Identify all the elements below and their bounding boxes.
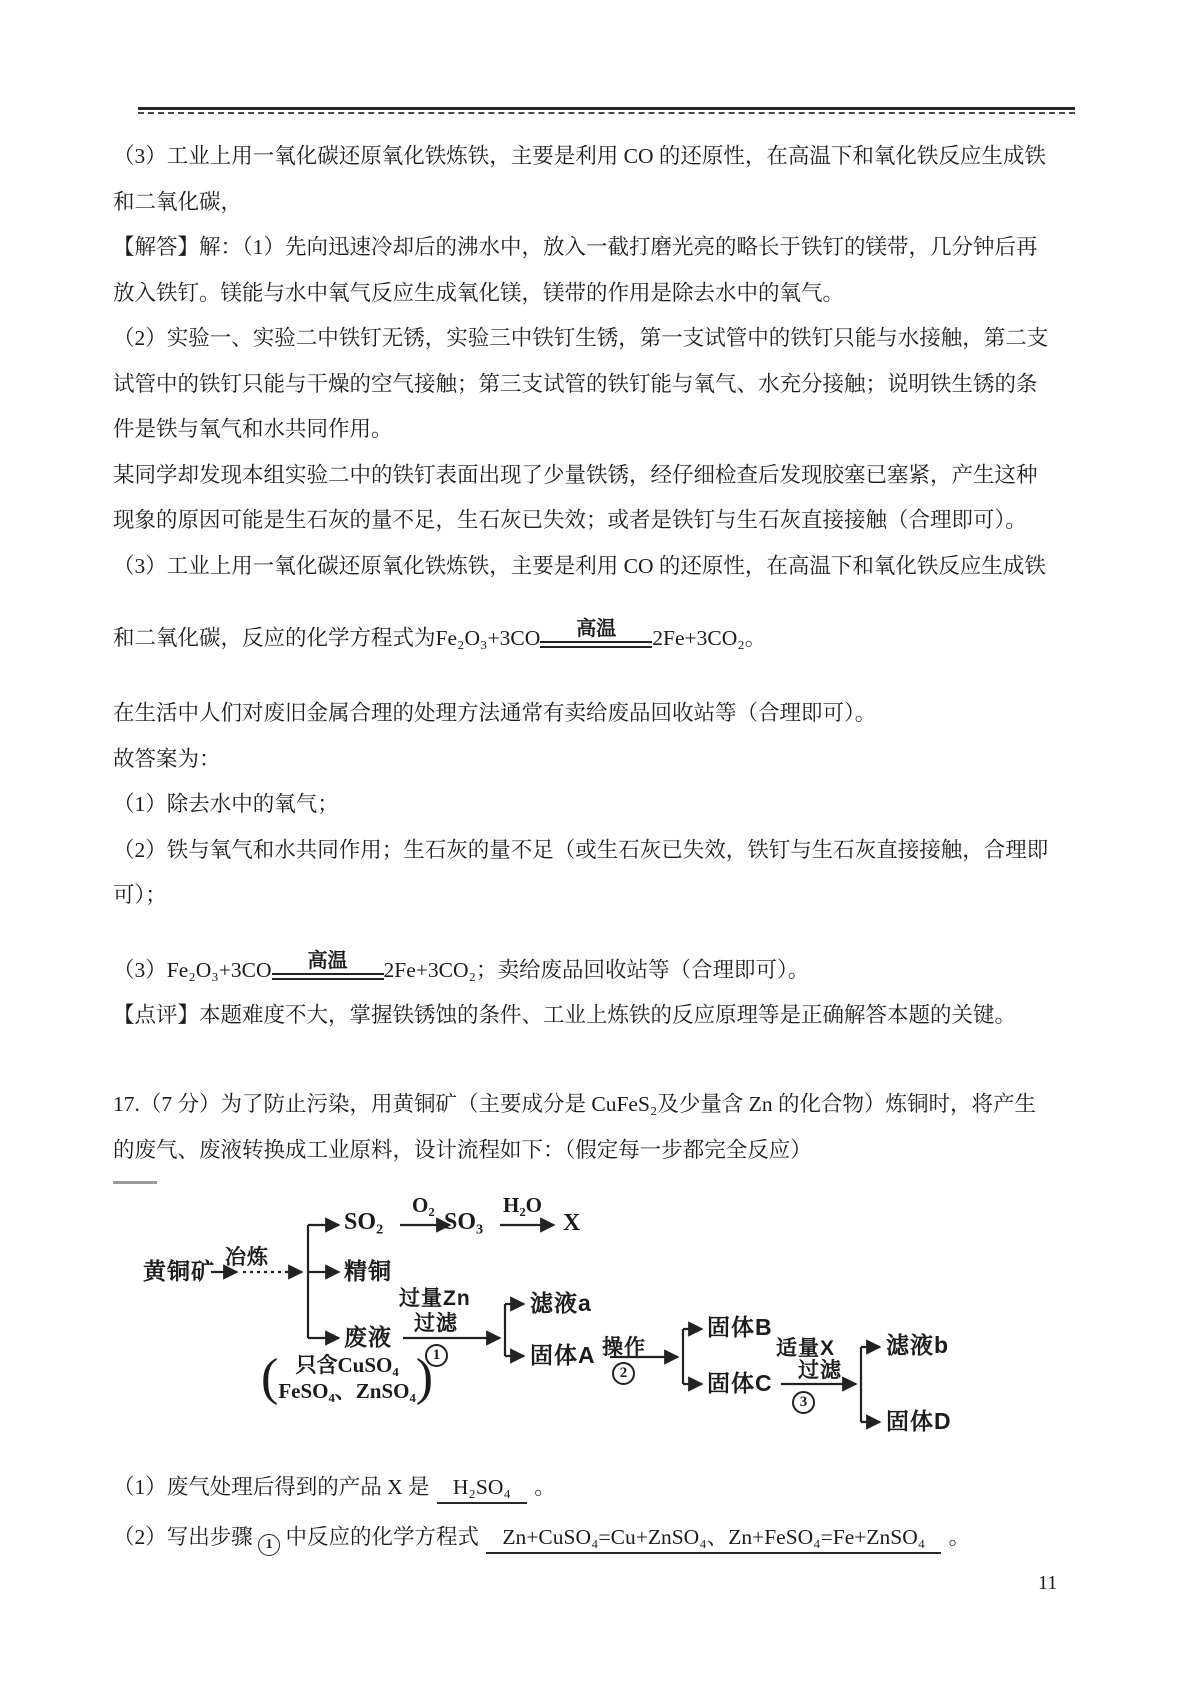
solution-line: 件是铁与氧气和水共同作用。 (113, 417, 393, 441)
diagram-node-solid-c: 固体C (707, 1370, 773, 1396)
solution-line: 放入铁钉。镁能与水中氧气反应生成氧化镁，镁带的作用是除去水中的氧气。 (113, 280, 845, 305)
equation-left: Fe₂O₃+3CO (166, 957, 272, 982)
solution-line: 在生活中人们对废旧金属合理的处理方法通常有卖给废品回收站等（合理即可）。 (113, 701, 877, 725)
q1-prefix: （1）废气处理后得到的产品 X 是 (113, 1475, 430, 1499)
filter2-branch-bracket (861, 1347, 880, 1422)
step1-circled-number: 1 (425, 1344, 448, 1367)
waste-note-line1: 只含CuSO₄ (295, 1353, 399, 1377)
question-line: 17.（7 分）为了防止污染，用黄铜矿（主要成分是 CuFeS₂及少量含 Zn 的化合物）炼铜时，将产生 (113, 1092, 1037, 1116)
diagram-label-amount-x: 适量X (776, 1337, 836, 1360)
step3-circled-number: 3 (792, 1391, 815, 1414)
step2-circled-number: 2 (612, 1362, 635, 1385)
waste-composition-note (261, 1349, 434, 1406)
equation-left: Fe₂O₃+3CO (435, 626, 541, 650)
diagram-label-o2: O₂ (412, 1193, 435, 1217)
diagram-node-x: X (563, 1210, 581, 1236)
chemical-equation (113, 921, 1098, 987)
sub-question-2 (113, 1514, 1098, 1560)
solution-line: 和二氧化碳， (113, 189, 243, 214)
q1-suffix: 。 (534, 1475, 556, 1499)
diagram-label-operation: 操作 (602, 1336, 646, 1359)
diagram-node-ore: 黄铜矿 (143, 1258, 215, 1284)
solution-line: 试管中的铁钉只能与干燥的空气接触；第三支试管的铁钉能与氧气、水充分接触；说明铁生锈的条 (113, 371, 1038, 396)
diagram-node-solid-d: 固体D (886, 1408, 952, 1434)
condition-label: 高温 (307, 949, 348, 972)
q2-suffix: 。 (948, 1525, 971, 1549)
double-line (540, 641, 652, 648)
diagram-label-h2o: H₂O (503, 1193, 542, 1217)
diagram-node-filtrate-a: 滤液a (530, 1290, 592, 1316)
smelter-branch-bracket (308, 1225, 339, 1338)
answer-blank: Zn+CuSO₄=Cu+ZnSO₄、Zn+FeSO₄=Fe+ZnSO₄ (486, 1525, 941, 1554)
operation-branch-bracket (683, 1329, 702, 1384)
page-number: 11 (1038, 1572, 1058, 1594)
page-content (113, 130, 1098, 1560)
solution-line: 现象的原因可能是生石灰的量不足，生石灰已失效；或者是铁钉与生石灰直接接触（合理即可）。 (113, 508, 1027, 532)
equation-right: 2Fe+3CO₂；卖给废品回收站等（合理即可）。 (383, 957, 810, 982)
equation-prefix: （3） (113, 957, 167, 982)
diagram-node-solid-b: 固体B (707, 1314, 773, 1340)
diagram-node-copper: 精铜 (344, 1258, 392, 1284)
condition-label: 高温 (576, 618, 617, 640)
big-paren-left: ( (261, 1349, 279, 1406)
question-line: 的废气、废液转换成工业原料，设计流程如下：（假定每一步都完全反应） (113, 1137, 812, 1162)
answer-blank: H₂SO₄ (437, 1475, 527, 1504)
solution-line: （3）工业上用一氧化碳还原氧化铁炼铁，主要是利用 CO 的还原性，在高温下和氧化铁反应生成铁 (113, 144, 1046, 168)
solution-line: 故答案为： (113, 746, 221, 771)
q2-prefix: （2）写出步骤 (113, 1525, 253, 1549)
filter1-branch-bracket (505, 1304, 524, 1356)
diagram-label-smelt: 冶炼 (225, 1246, 269, 1269)
reaction-condition (540, 618, 652, 648)
equation-right: 2Fe+3CO₂。 (652, 626, 767, 650)
solution-line: 可）； (113, 883, 167, 907)
q2-prefix2: 中反应的化学方程式 (285, 1525, 480, 1549)
chemical-equation (113, 589, 1098, 655)
solution-line: 某同学却发现本组实验二中的铁钉表面出现了少量铁锈，经仔细检查后发现胶塞已塞紧，产生这种 (113, 462, 1038, 487)
equation-prefix: 和二氧化碳，反应的化学方程式为 (113, 626, 436, 650)
diagram-node-filtrate-b: 滤液b (886, 1332, 950, 1358)
solution-line: （1）除去水中的氧气； (113, 792, 339, 816)
dash-marker (113, 1181, 157, 1184)
comment-line: 【点评】本题难度不大，掌握铁锈蚀的条件、工业上炼铁的反应原理等是正确解答本题的关键。 (113, 1002, 1017, 1027)
solution-line: 【解答】解：（1）先向迅速冷却后的沸水中，放入一截打磨光亮的略长于铁钉的镁带，几分钟后再 (113, 235, 1038, 259)
process-flow-diagram (113, 1192, 1013, 1458)
solution-line: （2）铁与氧气和水共同作用；生石灰的量不足（或生石灰已失效，铁钉与生石灰直接接触，合理即 (113, 837, 1049, 862)
diagram-label-filter1: 过滤 (414, 1312, 458, 1335)
diagram-node-so3: SO₃ (444, 1209, 484, 1235)
big-paren-right: ) (415, 1349, 434, 1406)
waste-note-line2: FeSO₄、ZnSO₄ (278, 1379, 416, 1403)
step1-circled-number-inline: 1 (258, 1534, 280, 1556)
solution-line: （3）工业上用一氧化碳还原氧化铁炼铁，主要是利用 CO 的还原性，在高温下和氧化铁反应生成铁 (113, 553, 1046, 578)
page-top-rule (138, 107, 1075, 114)
diagram-label-filter2: 过滤 (798, 1359, 842, 1382)
sub-question-1 (113, 1464, 1098, 1510)
diagram-node-solid-a: 固体A (530, 1342, 596, 1368)
double-line (272, 973, 384, 980)
diagram-label-excess-zn: 过量Zn (399, 1287, 471, 1310)
reaction-condition (272, 950, 384, 980)
diagram-node-waste: 废液 (344, 1324, 392, 1350)
diagram-node-so2: SO₂ (344, 1209, 384, 1235)
solution-line: （2）实验一、实验二中铁钉无锈，实验三中铁钉生锈，第一支试管中的铁钉只能与水接触，第二支 (113, 326, 1049, 350)
